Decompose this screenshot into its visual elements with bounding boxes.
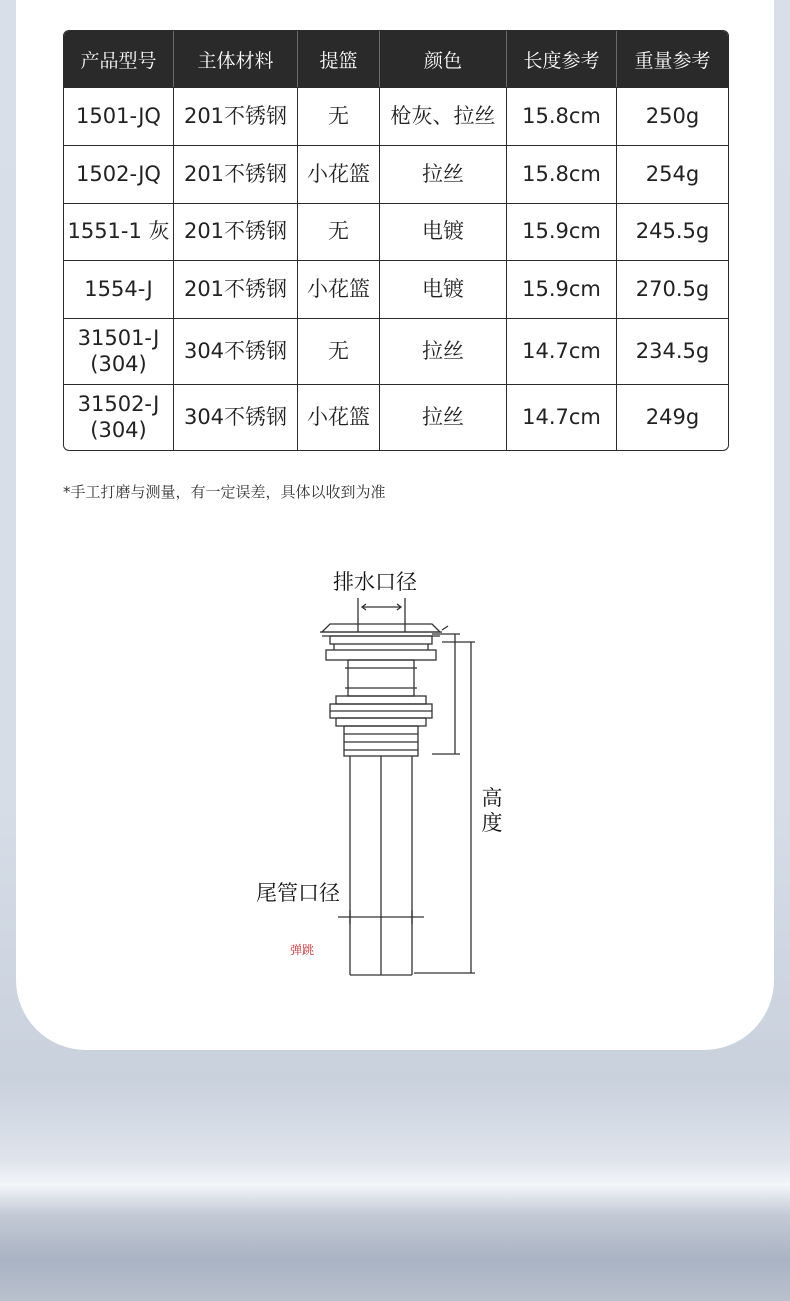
cell-material: 304不锈钢 <box>174 384 298 450</box>
cell-weight: 249g <box>617 384 728 450</box>
cell-model: 31501-J (304) <box>64 318 174 384</box>
cell-model: 1501-JQ <box>64 87 174 145</box>
cell-color: 拉丝 <box>380 318 507 384</box>
cell-weight: 270.5g <box>617 260 728 318</box>
cell-basket: 小花篮 <box>298 384 380 450</box>
header-color: 颜色 <box>380 31 507 87</box>
type-label: 弹跳 <box>290 943 315 957</box>
header-model: 产品型号 <box>64 31 174 87</box>
cell-model: 1551-1 灰 <box>64 203 174 261</box>
cell-length: 15.9cm <box>507 203 617 261</box>
cell-weight: 234.5g <box>617 318 728 384</box>
cell-basket: 无 <box>298 87 380 145</box>
cell-basket: 小花篮 <box>298 145 380 203</box>
cell-material: 201不锈钢 <box>174 260 298 318</box>
cell-weight: 254g <box>617 145 728 203</box>
cell-basket: 无 <box>298 318 380 384</box>
cell-length: 15.9cm <box>507 260 617 318</box>
tail-diameter-label: 尾管口径 <box>256 881 340 905</box>
header-material: 主体材料 <box>174 31 298 87</box>
cell-weight: 245.5g <box>617 203 728 261</box>
height-label: 高度 <box>481 786 503 835</box>
header-basket: 提篮 <box>298 31 380 87</box>
cell-model: 31502-J (304) <box>64 384 174 450</box>
cell-weight: 250g <box>617 87 728 145</box>
cell-length: 14.7cm <box>507 318 617 384</box>
cell-color: 电镀 <box>380 260 507 318</box>
cell-length: 15.8cm <box>507 87 617 145</box>
cell-color: 电镀 <box>380 203 507 261</box>
cell-material: 201不锈钢 <box>174 145 298 203</box>
cell-basket: 小花篮 <box>298 260 380 318</box>
cell-length: 15.8cm <box>507 145 617 203</box>
cell-material: 201不锈钢 <box>174 203 298 261</box>
drain-diameter-label: 排水口径 <box>333 570 417 594</box>
cell-model: 1502-JQ <box>64 145 174 203</box>
header-length: 长度参考 <box>507 31 617 87</box>
cell-material: 201不锈钢 <box>174 87 298 145</box>
cell-color: 拉丝 <box>380 384 507 450</box>
cell-material: 304不锈钢 <box>174 318 298 384</box>
cell-color: 枪灰、拉丝 <box>380 87 507 145</box>
cell-model: 1554-J <box>64 260 174 318</box>
measurement-note: *手工打磨与测量，有一定误差，具体以收到为准 <box>63 483 386 501</box>
cell-length: 14.7cm <box>507 384 617 450</box>
cell-basket: 无 <box>298 203 380 261</box>
cell-color: 拉丝 <box>380 145 507 203</box>
header-weight: 重量参考 <box>617 31 728 87</box>
